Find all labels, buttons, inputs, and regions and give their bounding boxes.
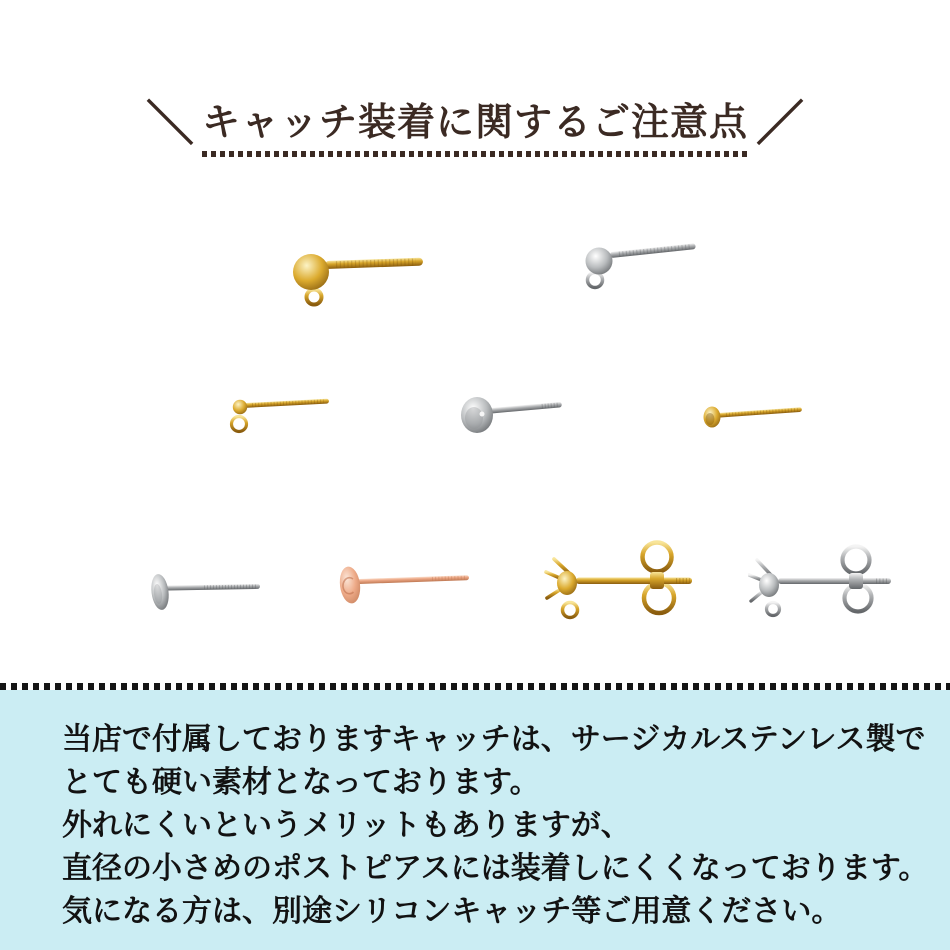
gold-cup-post-photo: [698, 402, 806, 432]
threaded-post: [357, 575, 469, 584]
loop-ring: [563, 603, 578, 618]
ball: [233, 400, 247, 414]
notice-line-2: とても硬い素材となっております。: [62, 765, 540, 800]
loop-ring: [767, 603, 780, 616]
threaded-post: [778, 578, 891, 584]
threaded-post: [576, 578, 692, 585]
ball: [586, 248, 613, 275]
threaded-post: [245, 399, 329, 408]
catch-plate: [849, 573, 863, 589]
page-title: キャッチ装着に関するご注意点: [202, 102, 748, 157]
gold-ball-post-photo: [292, 246, 434, 310]
threaded-post: [718, 407, 802, 417]
notice-line-1: 当店で付属しておりますキャッチは、サージカルステンレス製で: [62, 722, 926, 757]
threaded-post: [610, 243, 696, 258]
notice-line-4: 直径の小さめのポストピアスには装着しにくくなっております。: [62, 851, 929, 886]
prong-basket: [759, 573, 779, 597]
silver-flat-pad-post-photo: [144, 568, 266, 614]
ball: [293, 254, 329, 290]
notice-line-5: 気になる方は、別途シリコンキャッチ等ご用意ください。: [62, 894, 842, 929]
gold-small-ball-post-photo: [212, 390, 337, 438]
loop-ring: [307, 290, 322, 305]
loop-ring: [232, 417, 247, 432]
catch-plate: [650, 572, 664, 589]
dotted-separator: [0, 683, 950, 690]
threaded-post: [490, 402, 562, 414]
title: [0, 96, 950, 157]
silver-cup-post-photo: [458, 394, 566, 438]
notice-line-3: 外れにくいというメリットもありますが、: [62, 808, 631, 843]
prong-basket: [557, 571, 577, 595]
notice-panel: [0, 690, 950, 950]
silver-prong-post-with-catch-photo: [748, 533, 896, 621]
threaded-post: [325, 258, 423, 269]
threaded-post: [166, 584, 260, 591]
silver-ball-post-photo: [583, 240, 703, 298]
gold-prong-post-with-catch-photo: [540, 534, 698, 626]
rose-gold-flat-pad-post-photo: [332, 560, 474, 606]
flat-pad: [338, 565, 362, 604]
loop-ring: [588, 273, 603, 288]
title-left-slash-decoration: ＼: [145, 96, 194, 152]
title-right-slash-decoration: ／: [756, 96, 805, 152]
